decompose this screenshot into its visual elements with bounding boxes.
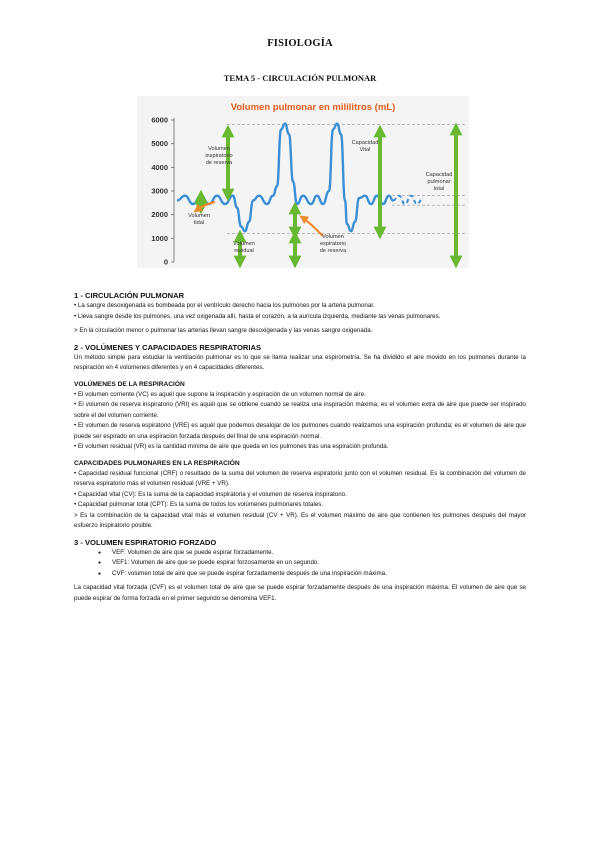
page-title: FISIOLOGÍA xyxy=(267,38,333,49)
vre-label-2: espiratorio xyxy=(319,241,347,247)
capacity-item-2: • Capacidad vital (CV): Es la suma de la capacidad inspiratoria y el volumen de reserva inspiratorio. xyxy=(74,490,347,498)
volumes-subtitle: VOLÚMENES DE LA RESPIRACIÓN xyxy=(74,380,185,388)
s1-paragraph-1: • La sangre desoxigenada es bombeada por el ventrículo derecho hacia los pulmones por la arteria pulmonar. xyxy=(74,302,375,309)
lung-volume-figure xyxy=(137,96,469,268)
y-tick-label: 6000 xyxy=(151,115,168,125)
vri-label-1: Volumen xyxy=(208,146,230,152)
vri-label-2: inspiratorio xyxy=(205,153,233,159)
tidal-label-2: tidal xyxy=(193,220,205,226)
volume-item-4: • El volumen residual (VR) es la cantidad mínima de aire que queda en los pulmones tras una espiración profunda. xyxy=(74,443,389,450)
y-tick-label: 4000 xyxy=(151,162,168,172)
residual-label-1: Volumen xyxy=(233,241,255,247)
volume-item-2: • El volumen de reserva inspiratorio (VRI) es aquél que se obtiene cuando se realiza una inspiración máxima; es el volumen extra de aire que puede ser inspirado sobre el del volumen corriente. xyxy=(74,401,526,419)
tidal-label-1: Volumen xyxy=(188,213,210,219)
fev-list xyxy=(74,548,526,580)
list-item: ● CVF: volumen total de aire que se puede espirar forzadamente después de una inspiración máxima. xyxy=(98,569,526,580)
vre-label-1: Volumen xyxy=(322,234,344,240)
tlc-label-2: pulmonar xyxy=(427,179,451,185)
residual-label-2: residual xyxy=(234,248,254,254)
volume-item-3: • El volumen de reserva espiratorio (VRE) es aquél que podemos desalojar de los pulmones cuando realizamos una espiración profunda; es el volumen de aire que puede ser espirado en una espiración forzada después del final de una espiración normal. xyxy=(74,422,526,440)
section-3-title: 3 - VOLUMEN ESPIRATORIO FORZADO xyxy=(74,537,217,547)
list-item: ● VEF1: Volumen de aire que se puede espirar forzosamente en un segundo. xyxy=(98,558,526,569)
vital-capacity-label-1: Capacidad xyxy=(351,140,379,146)
capacity-item-4: > Es la combinación de la capacidad vital más el volumen residual (CV + VR). Es el volumen máximo de aire que contienen los pulmones después del mayor esfuerzo inspiratorio posible. xyxy=(74,511,526,529)
y-tick-label: 0 xyxy=(163,257,168,267)
s2-intro: Un método simple para estudiar la ventilación pulmonar es lo que se llama realizar una espirometría. Se ha dividido el aire movido en los pulmones durante la respiración en 4 volúmenes diferentes y en 4 capacidades diferentes. xyxy=(74,353,526,371)
tlc-label-3: total xyxy=(433,186,445,192)
y-tick-label: 3000 xyxy=(151,186,168,196)
topic-title: TEMA 5 - CIRCULACIÓN PULMONAR xyxy=(223,73,377,83)
s1-paragraph-3: > En la circulación menor o pulmonar las arterias llevan sangre desoxigenada y las venas sangre oxigenada. xyxy=(74,327,373,334)
list-item: ● VEF: Volumen de aire que se puede espirar forzadamente. xyxy=(98,548,526,559)
capacity-item-1: • Capacidad residual funcional (CRF) o resultado de la suma del volumen de reserva espiratorio junto con el volumen residual. Es la combinación del volumen de reserva espiratorio más el volumen residual (VRE + VR). xyxy=(74,469,526,487)
capacity-item-3: • Capacidad pulmonar total (CPT): Es la suma de todos los volúmenes pulmonares totales. xyxy=(74,501,324,508)
s1-paragraph-2: • Lleva sangre desde los pulmones, una vez oxigenada allí, hasta el corazón, a la aurícula izquierda, mediante las venas pulmonares. xyxy=(74,312,441,320)
vri-label-3: de reserva xyxy=(205,160,233,166)
y-tick-label: 2000 xyxy=(151,210,168,220)
y-tick-label: 1000 xyxy=(151,233,168,243)
document-body xyxy=(74,285,526,604)
lung-volume-chart xyxy=(137,96,469,268)
chart-title: Volumen pulmonar en mililitros (mL) xyxy=(230,102,396,113)
section-2-title: 2 - VOLÚMENES Y CAPACIDADES RESPIRATORIAS xyxy=(74,342,262,352)
section-1-title: 1 - CIRCULACIÓN PULMONAR xyxy=(74,291,185,300)
s3-closing-paragraph: La capacidad vital forzada (CVF) es el volumen total de aire que se puede espirar forzadamente después de una inspiración máxima. El volumen de aire que se puede espirar de forma forzada en el primer segundo se denomina VEF1. xyxy=(74,584,526,602)
y-tick-label: 5000 xyxy=(151,139,168,149)
vital-capacity-label-2: Vital xyxy=(359,147,371,153)
vre-label-3: de reserva xyxy=(319,248,347,254)
capacities-subtitle: CAPACIDADES PULMONARES EN LA RESPIRACIÓN xyxy=(74,459,240,467)
volume-item-1: • El volumen corriente (VC) es aquél que supone la inspiración y espiración de un volumen normal de aire. xyxy=(74,390,366,398)
tlc-label-1: Capacidad xyxy=(425,172,453,178)
